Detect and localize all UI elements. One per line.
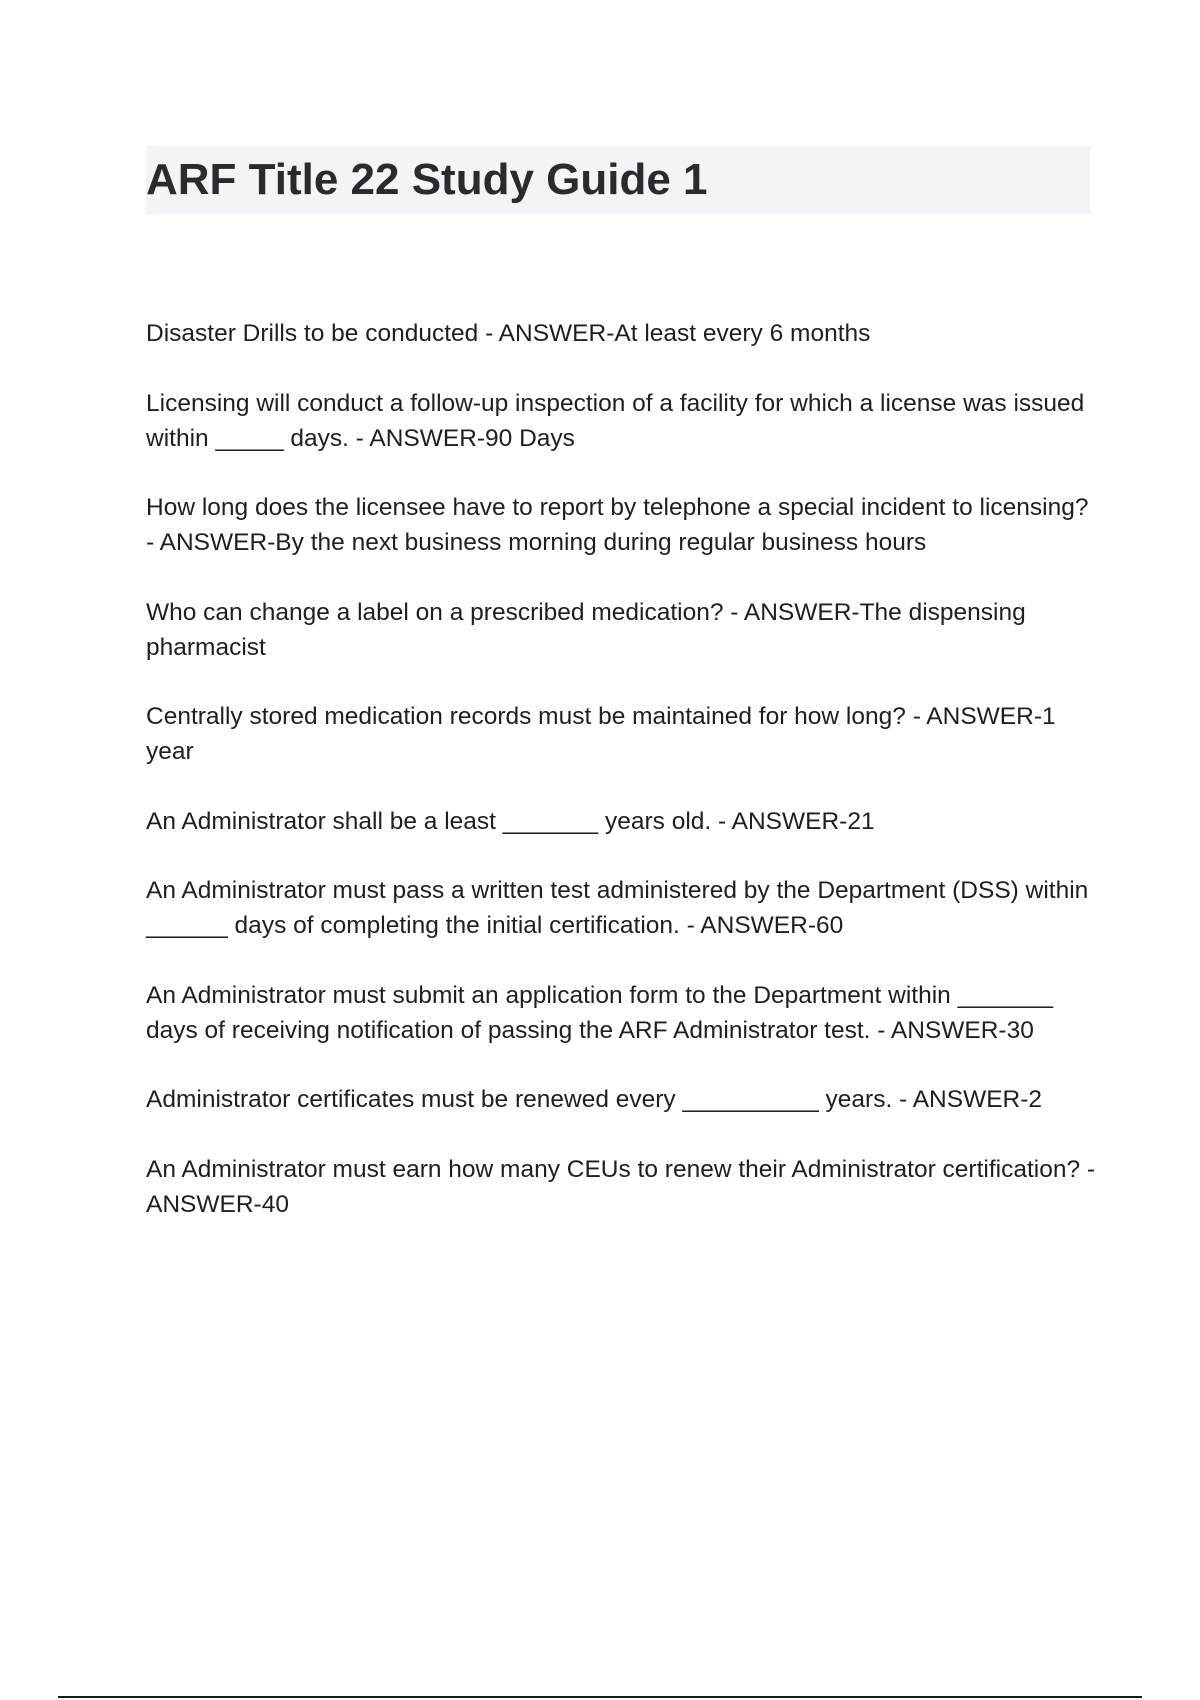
- qa-item-3: How long does the licensee have to report by telephone a special incident to licensing? - ANSWER-By the next business morning during regular business hours: [146, 494, 1089, 556]
- qa-list: [146, 316, 1096, 1256]
- qa-item-2: Licensing will conduct a follow-up inspection of a facility for which a license was issued within _____ days. - ANSWER-90 Days: [146, 389, 1085, 452]
- qa-item-6: An Administrator shall be a least _______ years old. - ANSWER-21: [146, 807, 875, 835]
- qa-item-4: Who can change a label on a prescribed medication? - ANSWER-The dispensing pharmacist: [146, 598, 1026, 661]
- qa-item-7: An Administrator must pass a written test administered by the Department (DSS) within ______ days of completing the initial certification. - ANSWER-60: [146, 877, 1089, 939]
- qa-item-1: Disaster Drills to be conducted - ANSWER-At least every 6 months: [146, 320, 871, 347]
- title-banner: [146, 146, 1090, 214]
- qa-item-5: Centrally stored medication records must be maintained for how long? - ANSWER-1 year: [146, 703, 1056, 765]
- page-title: ARF Title 22 Study Guide 1: [146, 155, 708, 204]
- qa-item-8: An Administrator must submit an application form to the Department within _______ days of receiving notification of passing the ARF Administrator test. - ANSWER-30: [146, 981, 1053, 1044]
- qa-item-9: Administrator certificates must be renewed every __________ years. - ANSWER-2: [146, 1086, 1043, 1113]
- footer-divider: [58, 1696, 1142, 1698]
- qa-item-10: An Administrator must earn how many CEUs to renew their Administrator certification? - ANSWER-40: [146, 1155, 1096, 1218]
